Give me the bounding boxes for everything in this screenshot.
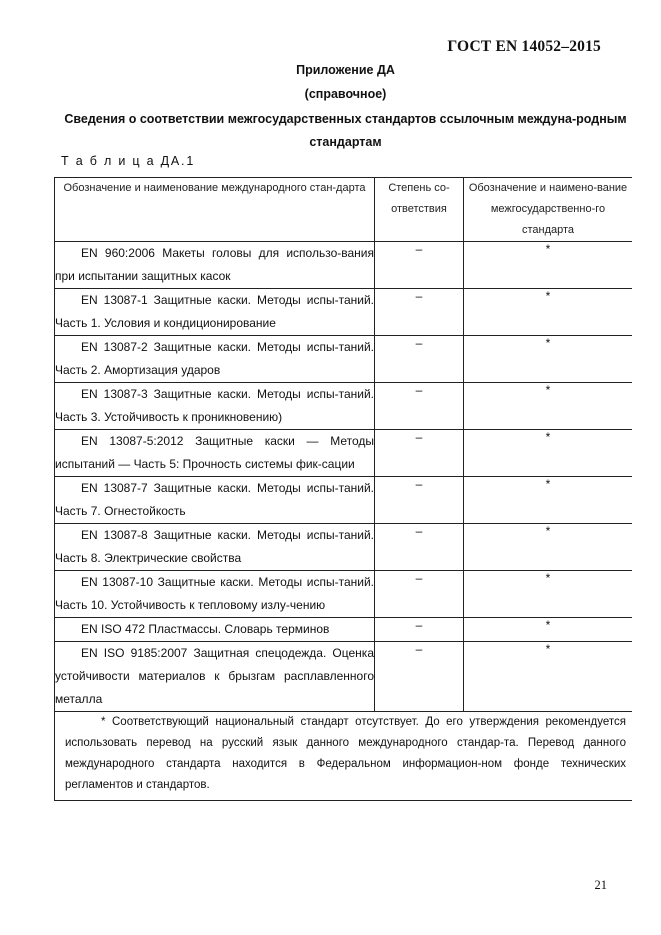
footnote-mark-cell: * [464,383,633,430]
degree-cell: – [375,571,464,618]
footnote-mark-cell: * [464,336,633,383]
table-row [55,430,633,477]
standard-name-cell [55,477,375,524]
footnote-mark-cell: * [464,430,633,477]
table-footnote [55,712,633,801]
standard-name: EN 13087-7 Защитные каски. Методы испы-таний. Часть 7. Огнестойкость [55,481,374,518]
header-interstate-standard: Обозначение и наимено-вание межгосударственно-го стандарта [464,178,633,242]
footnote-mark-cell: * [464,477,633,524]
standard-name-cell [55,336,375,383]
header-international-standard: Обозначение и наименование международного стан-дарта [55,178,375,242]
table-row [55,618,633,642]
footnote-mark-cell: * [464,571,633,618]
appendix-description: Сведения о соответствии межгосударственных стандартов ссылочным междуна-родным стандартам [64,112,627,149]
degree-cell: – [375,289,464,336]
footnote-text: * Соответствующий национальный стандарт отсутствует. До его утверждения рекомендуется использовать перевод на русский язык данного международного стандар-та. Перевод данного международного стандарта находится в Федеральном информацион-ном фонде технических регламентов и стандартов. [65,716,626,791]
degree-cell: – [375,430,464,477]
standard-name: EN 13087-8 Защитные каски. Методы испы-таний. Часть 8. Электрические свойства [55,528,374,565]
degree-cell: – [375,524,464,571]
footnote-mark-cell: * [464,524,633,571]
table-row [55,477,633,524]
degree-cell: – [375,477,464,524]
footnote-mark-cell: * [464,618,633,642]
table-row [55,571,633,618]
table-row [55,289,633,336]
standard-name: EN 13087-5:2012 Защитные каски — Методы испытаний — Часть 5: Прочность системы фик-сации [55,434,374,471]
degree-cell: – [375,618,464,642]
standards-table [54,177,632,801]
degree-cell: – [375,642,464,712]
table-header-row [55,178,633,242]
standard-name: EN 13087-2 Защитные каски. Методы испы-таний. Часть 2. Амортизация ударов [55,340,374,377]
document-code: ГОСТ EN 14052–2015 [447,38,601,55]
degree-cell: – [375,336,464,383]
table-row [55,242,633,289]
table-row [55,383,633,430]
appendix-title: Приложение ДА [296,63,395,77]
header-degree-of-conformity: Степень со-ответствия [375,178,464,242]
degree-cell: – [375,383,464,430]
standard-name: EN 13087-1 Защитные каски. Методы испы-таний. Часть 1. Условия и кондиционирование [55,293,374,330]
standard-name-cell [55,430,375,477]
table-label: Т а б л и ц а ДА.1 [61,154,196,168]
standard-name: EN 13087-3 Защитные каски. Методы испы-таний. Часть 3. Устойчивость к проникновению) [55,387,374,424]
standard-name: EN ISO 472 Пластмассы. Словарь терминов [81,622,330,636]
standard-name: EN 960:2006 Макеты головы для использо-вания при испытании защитных касок [55,246,374,283]
table-footnote-row [55,712,633,801]
footnote-mark-cell: * [464,642,633,712]
standard-name-cell [55,618,375,642]
table-row [55,524,633,571]
degree-cell: – [375,242,464,289]
standard-name-cell [55,289,375,336]
footnote-mark-cell: * [464,289,633,336]
standard-name-cell [55,642,375,712]
standard-name-cell [55,383,375,430]
table-row [55,642,633,712]
standard-name: EN ISO 9185:2007 Защитная спецодежда. Оценка устойчивости материалов к брызгам расплавленного металла [55,646,374,706]
standard-name-cell [55,242,375,289]
page-number: 21 [594,878,607,892]
table-body [55,242,633,801]
table-row [55,336,633,383]
standard-name: EN 13087-10 Защитные каски. Методы испы-таний. Часть 10. Устойчивость к тепловому излу-чению [55,575,374,612]
standard-name-cell [55,524,375,571]
standard-name-cell [55,571,375,618]
footnote-mark-cell: * [464,242,633,289]
appendix-subtitle: (справочное) [304,87,387,101]
